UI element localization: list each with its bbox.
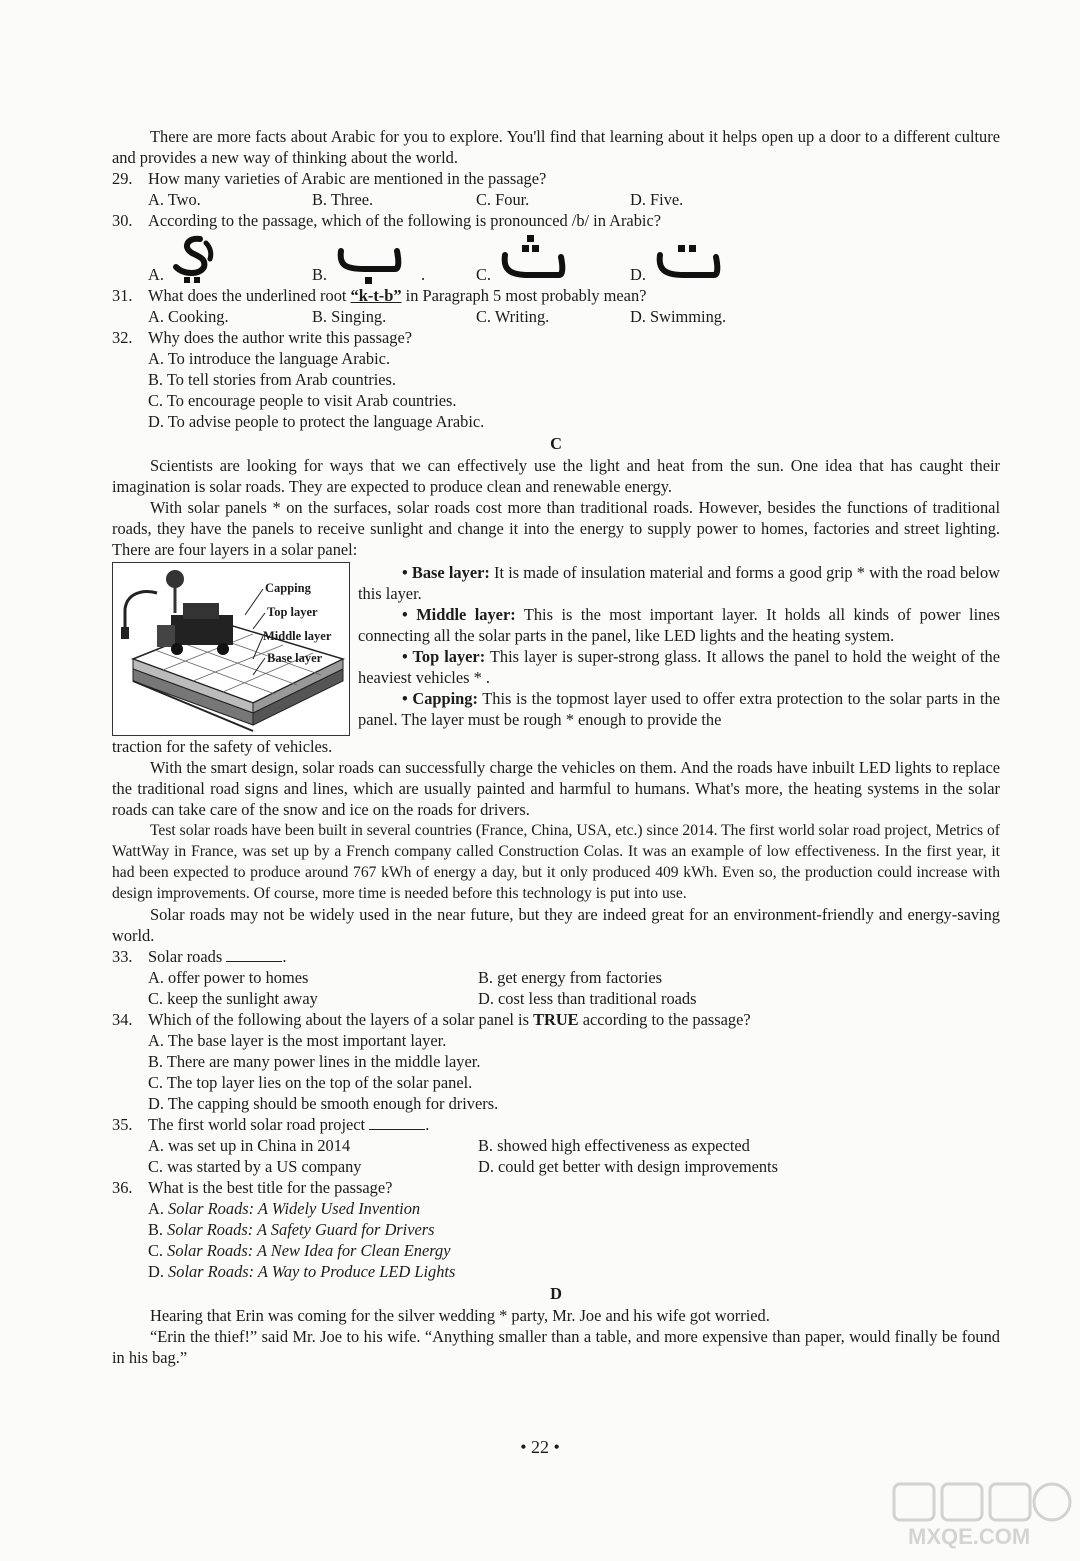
question-36: [112, 1177, 1000, 1282]
option-a[interactable]: A. offer power to homes: [148, 968, 309, 987]
answer-blank[interactable]: [226, 947, 282, 962]
page-number: • 22 •: [520, 1437, 560, 1457]
question-29: [112, 168, 1000, 210]
layer-top: • Top layer: This layer is super-strong glass. It allows the panel to hold the weight of the heaviest vehicles * .: [358, 647, 1000, 687]
section-c-paragraph-4: Test solar roads have been built in several countries (France, China, USA, etc.) since 2014. The first world solar road project, Metrics of WattWay in France, was set up by a French company called Construction Colas. It was an example of low effectiveness. In the first year, it had been expected to produce around 767 kWh of energy a day, but it only produced 409 kWh. Even so, the production could increase with design improvements. Of course, more time is needed before this technology is put into use.: [112, 822, 1000, 902]
options-row: [148, 1135, 1000, 1156]
question-number: 30.: [112, 211, 133, 230]
option-d[interactable]: D.: [630, 237, 794, 285]
section-c-paragraph-1: Scientists are looking for ways that we can effectively use the light and heat from the sun. One idea that has caught their imagination is solar roads. They are expected to produce clean and renewable energy.: [112, 456, 1000, 496]
emphasis-true: TRUE: [533, 1010, 579, 1029]
solar-panel-illustration: [113, 563, 349, 735]
option-c[interactable]: C.: [476, 231, 630, 285]
watermark-logo: [888, 1478, 1078, 1556]
option-a[interactable]: A. The base layer is the most important layer.: [148, 1031, 447, 1050]
label-top-layer: Top layer: [267, 605, 318, 619]
option-c[interactable]: C. keep the sunlight away: [148, 989, 318, 1008]
question-35: 35. The first world solar road project . A. was set up in China in 2014 B. showed high effectiveness as expected C. was started by a US company D. could get better with design improvements: [112, 1114, 1000, 1177]
question-stem: According to the passage, which of the following is pronounced /b/ in Arabic?: [148, 211, 661, 230]
underlined-root: “k-t-b”: [350, 286, 402, 305]
option-b[interactable]: B. There are many power lines in the middle layer.: [148, 1052, 481, 1071]
option-b[interactable]: B. Three.: [312, 190, 374, 209]
section-c-paragraph-2: With solar panels * on the surfaces, solar roads cost more than traditional roads. However, besides the functions of traditional roads, they have the panels to receive sunlight and change it into the energy to supply power to homes, factories and street lighting. There are four layers in a solar panel:: [112, 498, 1000, 559]
layer-capping: • Capping: This is the topmost layer used to offer extra protection to the solar parts in the panel. The layer must be rough * enough to provide the: [358, 689, 1000, 729]
option-b[interactable]: B. Solar Roads: A Safety Guard for Drivers: [148, 1220, 435, 1239]
question-stem: How many varieties of Arabic are mentioned in the passage?: [148, 169, 547, 188]
answer-blank[interactable]: [369, 1115, 425, 1130]
option-c[interactable]: C. Writing.: [476, 307, 550, 326]
option-a[interactable]: A. was set up in China in 2014: [148, 1136, 351, 1155]
question-stem: What is the best title for the passage?: [148, 1178, 393, 1197]
option-c[interactable]: C. was started by a US company: [148, 1157, 362, 1176]
option-d[interactable]: D. Five.: [630, 190, 684, 209]
intro-paragraph: There are more facts about Arabic for you to explore. You'll find that learning about it helps open up a door to a different culture and provides a new way of thinking about the world.: [112, 127, 1000, 167]
arabic-letter-tha-glyph: [497, 231, 567, 285]
arabic-options-row: [148, 231, 1000, 285]
option-a[interactable]: A. Two.: [148, 190, 201, 209]
arabic-letter-ba-glyph: [333, 241, 403, 285]
section-d-paragraph-2: “Erin the thief!” said Mr. Joe to his wife. “Anything smaller than a table, and more expensive than paper, would finally be found in his bag.”: [112, 1327, 1000, 1367]
question-number: 33.: [112, 947, 133, 966]
option-a[interactable]: A. Cooking.: [148, 307, 229, 326]
page-content: [112, 126, 1000, 1368]
label-base-layer: Base layer: [267, 651, 323, 665]
layer-middle: • Middle layer: This is the most important layer. It holds all kinds of power lines connecting all the solar parts in the panel, like LED lights and the heating system.: [358, 605, 1000, 645]
question-number: 34.: [112, 1010, 133, 1029]
question-34: 34. Which of the following about the layers of a solar panel is TRUE according to the passage? A. The base layer is the most important layer. B. There are many power lines in the middle layer. C. The top layer lies on the top of the solar panel. D. The capping should be smooth enough for drivers.: [112, 1009, 1000, 1114]
section-c-paragraph-3: With the smart design, solar roads can successfully charge the vehicles on them. And the roads have inbuilt LED lights to replace the traditional road signs and lines, which are usually painted and harmful to humans. What's more, the heating systems in the solar roads can take care of the snow and ice on the roads for drivers.: [112, 758, 1000, 819]
option-b[interactable]: B. .: [312, 241, 476, 285]
question-30: [112, 210, 1000, 285]
option-d[interactable]: D. Swimming.: [630, 307, 727, 326]
layer-descriptions: [358, 562, 1000, 736]
option-b[interactable]: B. To tell stories from Arab countries.: [148, 370, 397, 389]
question-stem: Why does the author write this passage?: [148, 328, 412, 347]
option-c[interactable]: C. Four.: [476, 190, 530, 209]
question-number: 36.: [112, 1178, 133, 1197]
option-c[interactable]: C. To encourage people to visit Arab countries.: [148, 391, 457, 410]
question-stem-end: in Paragraph 5 most probably mean?: [401, 286, 647, 305]
options-row: [148, 967, 1000, 988]
arabic-letter-ya-glyph: [170, 233, 220, 285]
option-d[interactable]: D. The capping should be smooth enough for drivers.: [148, 1094, 499, 1113]
section-heading-c: C: [550, 434, 562, 453]
arabic-letter-ta-glyph: [652, 237, 722, 285]
question-stem: The first world solar road project: [148, 1115, 366, 1134]
layer-base: • Base layer: It is made of insulation material and forms a good grip * with the road below this layer.: [358, 563, 1000, 603]
option-d[interactable]: D. Solar Roads: A Way to Produce LED Lights: [148, 1262, 456, 1281]
options-row: [148, 189, 1000, 210]
option-a[interactable]: A. To introduce the language Arabic.: [148, 349, 391, 368]
stray-dot: .: [421, 265, 426, 284]
question-stem: What does the underlined root: [148, 286, 351, 305]
label-middle-layer: Middle layer: [263, 629, 332, 643]
section-heading-d: D: [550, 1284, 562, 1303]
figure-with-text: [112, 562, 1000, 736]
option-a[interactable]: A.: [148, 233, 312, 285]
section-d-paragraph-1: Hearing that Erin was coming for the silver wedding * party, Mr. Joe and his wife got worried.: [150, 1306, 770, 1325]
question-32: [112, 327, 1000, 432]
option-a[interactable]: A. Solar Roads: A Widely Used Invention: [148, 1199, 421, 1218]
solar-panel-diagram: [112, 562, 350, 736]
option-b[interactable]: B. showed high effectiveness as expected: [478, 1136, 750, 1155]
options-row: [148, 1156, 1000, 1177]
section-c-paragraph-5: Solar roads may not be widely used in the near future, but they are indeed great for an environment-friendly and energy-saving world.: [112, 905, 1000, 945]
label-capping: Capping: [265, 581, 311, 595]
option-d[interactable]: D. could get better with design improvements: [478, 1157, 778, 1176]
option-c[interactable]: C. Solar Roads: A New Idea for Clean Energy: [148, 1241, 451, 1260]
svg-text:MXQE.COM: MXQE.COM: [908, 1524, 1031, 1549]
option-c[interactable]: C. The top layer lies on the top of the solar panel.: [148, 1073, 473, 1092]
option-b[interactable]: B. Singing.: [312, 307, 387, 326]
question-number: 32.: [112, 328, 133, 347]
question-33: 33. Solar roads . A. offer power to homes B. get energy from factories C. keep the sunlight away D. cost less than traditional roads: [112, 946, 1000, 1009]
option-b[interactable]: B. get energy from factories: [478, 968, 663, 987]
question-number: 29.: [112, 169, 133, 188]
option-d[interactable]: D. To advise people to protect the language Arabic.: [148, 412, 485, 431]
options-row: [148, 306, 1000, 327]
watermark-stamp-icon: [888, 1478, 1078, 1556]
question-31: [112, 285, 1000, 327]
question-number: 31.: [112, 286, 133, 305]
option-d[interactable]: D. cost less than traditional roads: [478, 989, 697, 1008]
options-row: [148, 988, 1000, 1009]
capping-continuation: traction for the safety of vehicles.: [112, 737, 333, 756]
question-stem: Solar roads: [148, 947, 223, 966]
question-number: 35.: [112, 1115, 133, 1134]
